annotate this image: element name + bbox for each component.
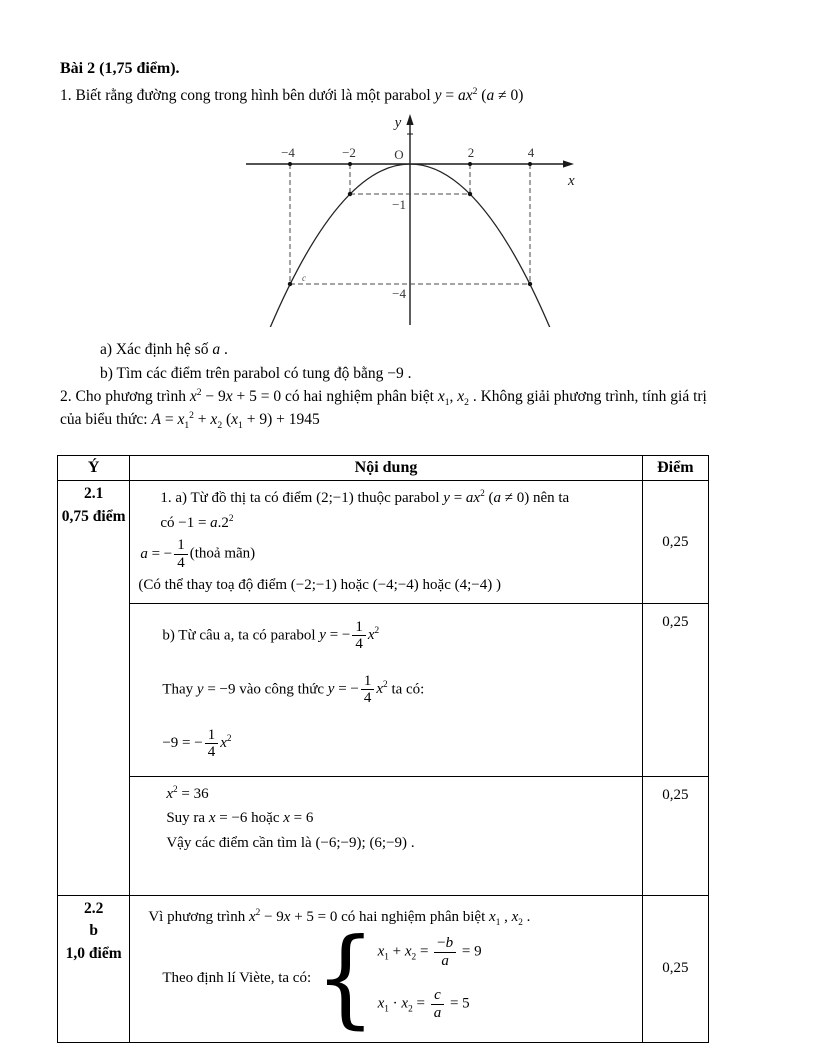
solution-line: Vì phương trình $x^2 - 9x + 5 = 0$ có hai nghiệm phân biệt $x_1$ , $x_2$ . <box>148 907 531 928</box>
row-id: 2.2 <box>83 899 104 917</box>
solution-line: b) Từ câu a, ta có parabol y = − $\frac{1}{4}$ $x^2$ <box>162 618 380 653</box>
y-axis-label: y <box>394 115 402 132</box>
header-score: Điểm <box>642 456 708 481</box>
row-21-sub2 <box>58 603 709 776</box>
y-label-minus4: −4 <box>392 286 406 302</box>
solution-line: $x^2 = 36$ <box>166 784 209 802</box>
row-id: 2.1 <box>83 485 104 503</box>
solution-line: 1. a) Từ đồ thị ta có điểm (2;−1) thuộc parabol $y = ax^2$ (a ≠ 0) nên ta <box>160 489 570 507</box>
solution-line: (Có thể thay toạ độ điểm (−2;−1) hoặc (−4;−4) hoặc (4;−4) ) <box>138 577 501 594</box>
table-header-row <box>58 456 709 481</box>
part2-line1: 2. Cho phương trình $x^2 - 9x + 5 = 0$ có hai nghiệm phân biệt $x_1$, $x_2$ . Không giải phương trình, tính giá trị <box>60 386 707 408</box>
viete-eq1: $x_1 + x_2$ = $\frac{-b}{a}$ = 9 <box>377 935 482 969</box>
row-21-sub1 <box>58 481 709 604</box>
header-content: Nội dung <box>130 456 642 481</box>
x-tick-minus4: −4 <box>281 145 295 161</box>
x-tick-2: 2 <box>467 145 475 161</box>
part2-line2: của biểu thức: $A = x_1^2 + x_2$ $(x_1 + 9) + 1945$ <box>60 409 320 432</box>
row-points: 1,0 điểm <box>65 944 122 962</box>
row-22 <box>58 895 709 1042</box>
solution-line: có $-1 = a.2^2$ <box>160 513 234 531</box>
row-id-sub: b <box>89 922 98 940</box>
viete-equations <box>378 934 482 1022</box>
solution-line: Vậy các điểm cần tìm là (−6;−9); (6;−9) . <box>166 834 415 851</box>
parabola-figure <box>238 111 578 332</box>
solution-line: Suy ra x = −6 hoặc x = 6 <box>166 810 314 827</box>
item-b: b) Tìm các điểm trên parabol có tung độ bằng −9 . <box>100 364 412 382</box>
cell-22-id <box>58 895 130 1042</box>
solution-line: a = − $\frac{1}{4}$ (thoả mãn) <box>140 537 256 571</box>
cell-21a-content <box>130 481 642 604</box>
score-cell: 0,25 <box>642 895 708 1042</box>
cell-22-content <box>130 895 642 1042</box>
item-a: a) Xác định hệ số a . <box>100 341 228 359</box>
stray-mark: c <box>302 273 306 284</box>
x-tick-minus2: −2 <box>342 145 356 161</box>
parabola-graph <box>238 111 578 327</box>
viete-label: Theo định lí Viète, ta có: <box>162 969 312 986</box>
solution-table <box>57 455 709 1043</box>
cell-21c-content <box>130 776 642 895</box>
x-axis-label: x <box>568 173 575 190</box>
score-cell: 0,25 <box>642 603 708 776</box>
cell-21-id <box>58 481 130 896</box>
y-axis-arrow <box>406 114 413 125</box>
y-label-minus1: −1 <box>392 197 406 213</box>
problem-heading: Bài 2 (1,75 điểm). <box>60 60 180 77</box>
row-points: 0,75 điểm <box>61 507 126 525</box>
viete-eq2: $x_1 \cdot x_2$ = $\frac{c}{a}$ = 5 <box>377 987 470 1021</box>
system-brace: { <box>315 915 376 1040</box>
header-idea: Ý <box>58 456 130 481</box>
problem-intro: 1. Biết rằng đường cong trong hình bên dưới là một parabol $y = ax^2$ (a ≠ 0) <box>60 85 524 104</box>
origin-label: O <box>394 147 404 163</box>
solution-line: −9 = − $\frac{1}{4}$ $x^2$ <box>162 726 232 761</box>
cell-21b-content <box>130 603 642 776</box>
x-axis-arrow <box>563 161 574 168</box>
row-21-sub3 <box>58 776 709 895</box>
score-cell: 0,25 <box>642 481 708 604</box>
score-cell: 0,25 <box>642 776 708 895</box>
solution-line: Thay y = −9 vào công thức y = − $\frac{1}{4}$ $x^2$ ta có: <box>162 672 425 707</box>
x-tick-4: 4 <box>527 145 535 161</box>
